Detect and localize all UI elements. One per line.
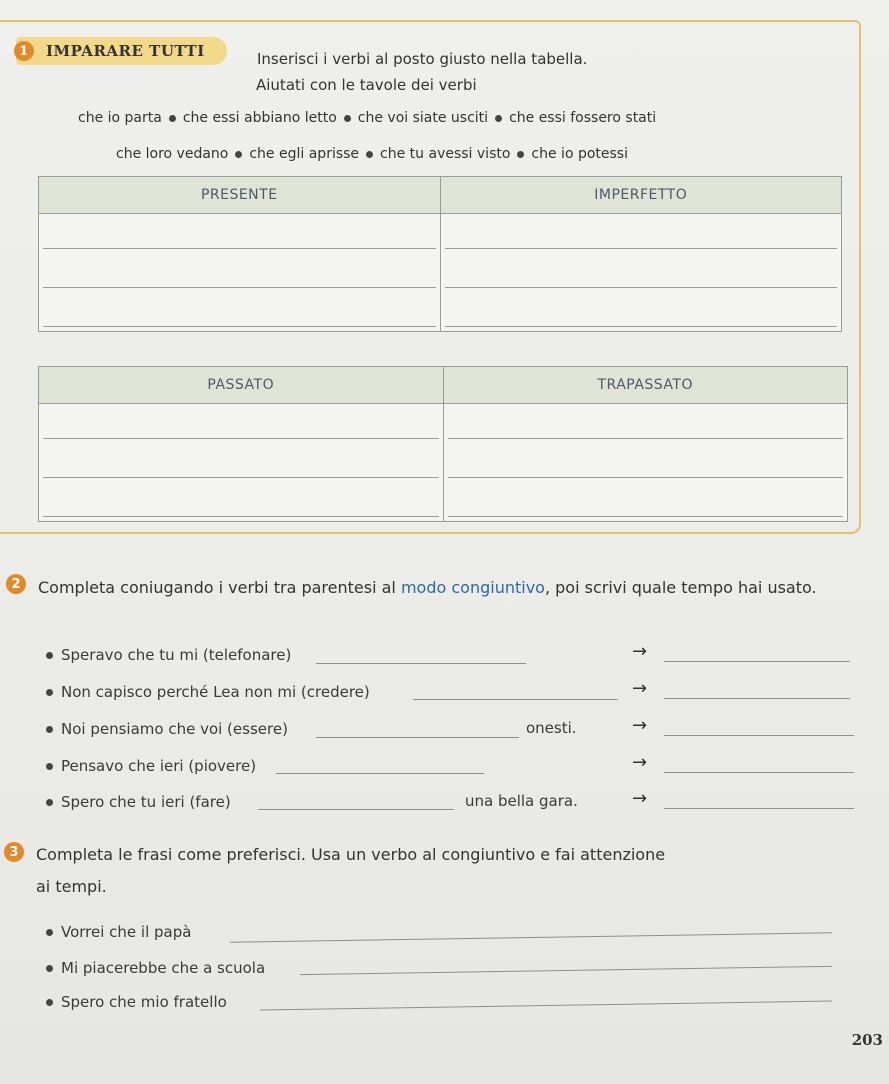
answer-line[interactable] xyxy=(39,253,441,292)
table-passato-trapassato xyxy=(38,366,848,522)
bullet-icon xyxy=(344,115,351,122)
exercise-2-sentence-3 xyxy=(46,720,288,738)
sentence-text: Non capisco perché Lea non mi (credere) xyxy=(61,683,370,701)
arrow-icon: → xyxy=(632,752,648,773)
answer-blank[interactable] xyxy=(260,1000,832,1011)
sentence-text: Noi pensiamo che voi (essere) xyxy=(61,720,288,738)
answer-blank[interactable] xyxy=(230,931,832,942)
heading-text: , poi scrivi quale tempo hai usato. xyxy=(544,578,817,597)
exercise-2-number: 2 xyxy=(6,574,26,594)
verb-blank[interactable] xyxy=(276,772,484,774)
verb-blank[interactable] xyxy=(316,662,526,664)
answer-line[interactable] xyxy=(443,482,848,522)
bullet-icon xyxy=(46,726,53,733)
word-bank-item: che egli aprisse xyxy=(249,146,360,162)
bullet-icon xyxy=(46,929,53,936)
exercise-1-number: 1 xyxy=(14,41,34,61)
verb-blank[interactable] xyxy=(316,736,519,738)
word-bank-item: che essi fossero stati xyxy=(509,110,657,126)
exercise-2-heading xyxy=(38,573,828,603)
sentence-text: Speravo che tu mi (telefonare) xyxy=(61,646,292,664)
sentence-ending: onesti. xyxy=(526,719,577,737)
word-bank-item: che essi abbiano letto xyxy=(182,110,337,126)
verb-blank[interactable] xyxy=(413,698,618,700)
tense-blank[interactable] xyxy=(664,660,850,662)
word-bank-item: che loro vedano xyxy=(116,146,229,162)
bullet-icon xyxy=(46,999,53,1006)
exercise-3-heading: Completa le frasi come preferisci. Usa un verbo al congiuntivo e fai attenzione ai tempi. xyxy=(36,845,666,896)
arrow-icon: → xyxy=(632,788,648,809)
exercise-2-sentence-5 xyxy=(46,793,231,811)
exercise-3-sentence-3 xyxy=(46,993,227,1011)
bullet-icon xyxy=(235,151,242,158)
bullet-icon xyxy=(46,689,53,696)
answer-line[interactable] xyxy=(39,404,444,444)
exercise-2-sentence-4 xyxy=(46,757,256,775)
word-bank-item: che io potessi xyxy=(531,146,628,162)
exercise-2-sentence-1 xyxy=(46,646,291,664)
word-bank-item: che tu avessi visto xyxy=(380,146,511,162)
tense-blank[interactable] xyxy=(664,697,850,699)
bullet-icon xyxy=(366,151,373,158)
exercise-3-sentence-1 xyxy=(46,923,191,941)
exercise-3-number: 3 xyxy=(4,842,24,862)
sentence-ending: una bella gara. xyxy=(465,792,578,810)
answer-blank[interactable] xyxy=(300,965,832,975)
arrow-icon: → xyxy=(632,678,648,699)
tense-blank[interactable] xyxy=(664,771,854,773)
word-bank-item: che io parta xyxy=(78,110,162,126)
verb-blank[interactable] xyxy=(258,808,454,810)
column-header-presente: PRESENTE xyxy=(39,177,441,214)
answer-line[interactable] xyxy=(39,482,444,522)
exercise-1-tag xyxy=(16,37,227,65)
tense-blank[interactable] xyxy=(664,734,854,736)
exercise-1-instruction: Inserisci i verbi al posto giusto nella tabella. xyxy=(257,50,588,68)
answer-line[interactable] xyxy=(440,214,842,254)
answer-line[interactable] xyxy=(443,404,848,444)
bullet-icon xyxy=(46,965,53,972)
sentence-text: Vorrei che il papà xyxy=(61,923,192,941)
answer-line[interactable] xyxy=(440,253,842,292)
bullet-icon xyxy=(517,151,524,158)
heading-highlight: modo congiuntivo xyxy=(400,578,545,597)
arrow-icon: → xyxy=(632,641,648,662)
arrow-icon: → xyxy=(632,715,648,736)
answer-line[interactable] xyxy=(39,443,444,482)
word-bank-row-2 xyxy=(116,146,628,162)
bullet-icon xyxy=(169,115,176,122)
answer-line[interactable] xyxy=(39,214,441,254)
word-bank-item: che voi siate usciti xyxy=(357,110,489,126)
bullet-icon xyxy=(46,763,53,770)
exercise-3-sentence-2 xyxy=(46,959,265,977)
bullet-icon xyxy=(46,799,53,806)
heading-text: Completa coniugando i verbi tra parentesi al xyxy=(38,578,401,597)
column-header-imperfetto: IMPERFETTO xyxy=(440,177,842,214)
column-header-trapassato: TRAPASSATO xyxy=(443,367,848,404)
table-presente-imperfetto xyxy=(38,176,842,332)
exercise-1-hint: Aiutati con le tavole dei verbi xyxy=(256,76,477,94)
bullet-icon xyxy=(495,115,502,122)
column-header-passato: PASSATO xyxy=(39,367,444,404)
bullet-icon xyxy=(46,652,53,659)
page-number: 203 xyxy=(851,1031,883,1049)
word-bank-row-1 xyxy=(78,110,656,126)
exercise-2-sentence-2 xyxy=(46,683,370,701)
sentence-text: Spero che tu ieri (fare) xyxy=(61,793,231,811)
answer-line[interactable] xyxy=(39,292,441,332)
tense-blank[interactable] xyxy=(664,807,854,809)
answer-line[interactable] xyxy=(443,443,848,482)
answer-line[interactable] xyxy=(440,292,842,332)
sentence-text: Mi piacerebbe che a scuola xyxy=(61,959,266,977)
exercise-1-tag-label: IMPARARE TUTTI xyxy=(46,42,205,60)
sentence-text: Spero che mio fratello xyxy=(61,993,227,1011)
sentence-text: Pensavo che ieri (piovere) xyxy=(61,757,257,775)
